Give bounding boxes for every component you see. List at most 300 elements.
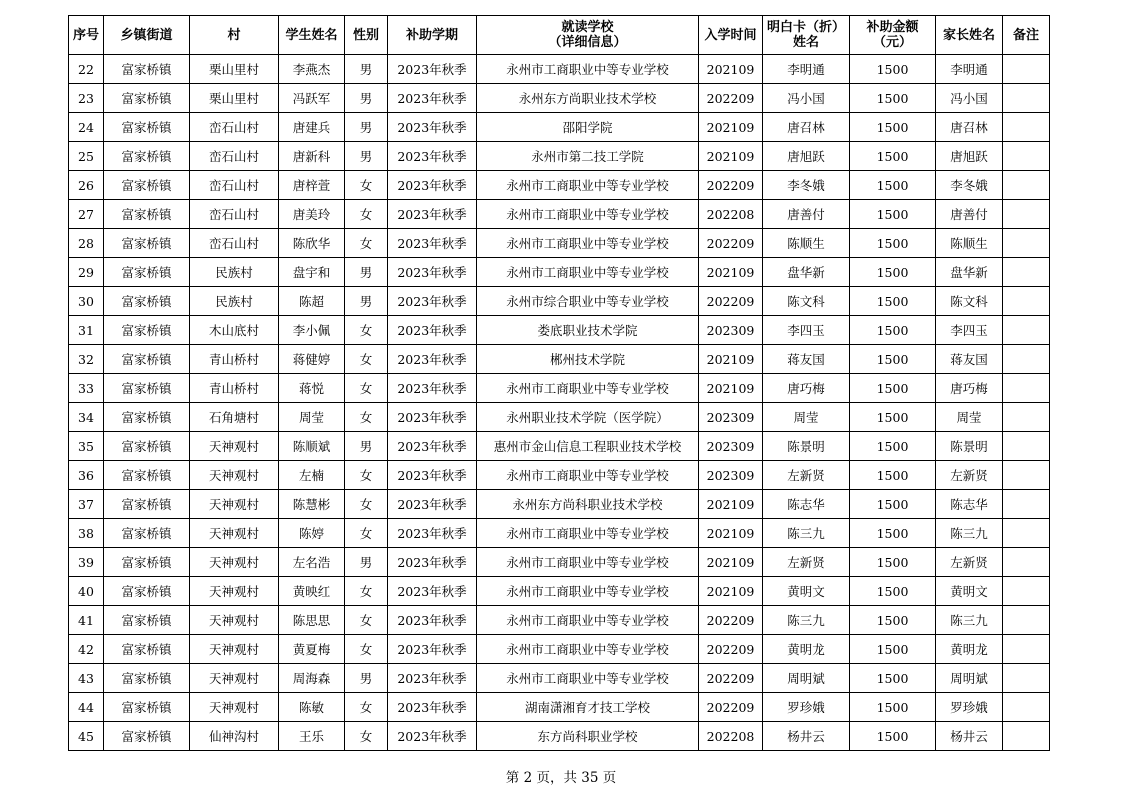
- cell-village: 天神观村: [190, 577, 279, 606]
- cell-amount: 1500: [850, 606, 936, 635]
- column-header-line: 备注: [1012, 27, 1039, 43]
- cell-student-name: 陈思思: [279, 606, 345, 635]
- cell-student-name: 冯跃军: [279, 84, 345, 113]
- cell-gender: 女: [345, 722, 388, 751]
- header-row: [69, 16, 1050, 55]
- cell-term: 2023年秋季: [388, 345, 477, 374]
- cell-card-name: 黄明文: [763, 577, 850, 606]
- cell-amount: 1500: [850, 229, 936, 258]
- cell-village: 天神观村: [190, 519, 279, 548]
- cell-remark: [1003, 374, 1050, 403]
- cell-index: 36: [69, 461, 104, 490]
- cell-town: 富家桥镇: [104, 722, 190, 751]
- table-row: [69, 345, 1050, 374]
- cell-parent-name: 左新贤: [936, 461, 1003, 490]
- cell-student-name: 陈慧彬: [279, 490, 345, 519]
- cell-index: 22: [69, 55, 104, 84]
- cell-school: 永州市工商职业中等专业学校: [477, 606, 699, 635]
- cell-student-name: 唐建兵: [279, 113, 345, 142]
- cell-term: 2023年秋季: [388, 722, 477, 751]
- cell-gender: 女: [345, 577, 388, 606]
- cell-term: 2023年秋季: [388, 287, 477, 316]
- cell-parent-name: 陈景明: [936, 432, 1003, 461]
- table-row: [69, 258, 1050, 287]
- column-header-amount: [850, 16, 936, 55]
- table-row: [69, 490, 1050, 519]
- cell-student-name: 黄映红: [279, 577, 345, 606]
- cell-village: 仙神沟村: [190, 722, 279, 751]
- cell-gender: 女: [345, 345, 388, 374]
- table-row: [69, 287, 1050, 316]
- cell-remark: [1003, 490, 1050, 519]
- cell-card-name: 李四玉: [763, 316, 850, 345]
- cell-village: 峦石山村: [190, 200, 279, 229]
- cell-enroll-date: 202309: [699, 461, 763, 490]
- table-row: [69, 635, 1050, 664]
- cell-remark: [1003, 113, 1050, 142]
- column-header-village: [190, 16, 279, 55]
- cell-parent-name: 周莹: [936, 403, 1003, 432]
- cell-student-name: 唐梓萱: [279, 171, 345, 200]
- column-header-line: 性别: [352, 27, 379, 43]
- cell-card-name: 陈文科: [763, 287, 850, 316]
- cell-term: 2023年秋季: [388, 635, 477, 664]
- cell-school: 邵阳学院: [477, 113, 699, 142]
- cell-term: 2023年秋季: [388, 461, 477, 490]
- cell-enroll-date: 202109: [699, 55, 763, 84]
- cell-term: 2023年秋季: [388, 84, 477, 113]
- cell-town: 富家桥镇: [104, 577, 190, 606]
- cell-village: 峦石山村: [190, 229, 279, 258]
- column-header-school: [477, 16, 699, 55]
- cell-remark: [1003, 55, 1050, 84]
- cell-village: 天神观村: [190, 664, 279, 693]
- cell-school: 永州市综合职业中等专业学校: [477, 287, 699, 316]
- cell-amount: 1500: [850, 374, 936, 403]
- cell-student-name: 左楠: [279, 461, 345, 490]
- cell-amount: 1500: [850, 664, 936, 693]
- cell-student-name: 蒋悦: [279, 374, 345, 403]
- cell-remark: [1003, 664, 1050, 693]
- cell-school: 永州职业技术学院（医学院）: [477, 403, 699, 432]
- cell-card-name: 陈三九: [763, 519, 850, 548]
- cell-gender: 男: [345, 664, 388, 693]
- cell-amount: 1500: [850, 403, 936, 432]
- cell-parent-name: 唐善付: [936, 200, 1003, 229]
- cell-village: 天神观村: [190, 548, 279, 577]
- cell-card-name: 陈顺生: [763, 229, 850, 258]
- cell-amount: 1500: [850, 635, 936, 664]
- cell-index: 35: [69, 432, 104, 461]
- cell-village: 峦石山村: [190, 142, 279, 171]
- cell-remark: [1003, 345, 1050, 374]
- cell-card-name: 唐善付: [763, 200, 850, 229]
- cell-student-name: 陈敏: [279, 693, 345, 722]
- cell-index: 24: [69, 113, 104, 142]
- cell-town: 富家桥镇: [104, 287, 190, 316]
- cell-town: 富家桥镇: [104, 345, 190, 374]
- page-number: 第 2 页，共 35 页: [505, 770, 617, 786]
- cell-card-name: 左新贤: [763, 461, 850, 490]
- cell-remark: [1003, 403, 1050, 432]
- cell-village: 峦石山村: [190, 171, 279, 200]
- cell-gender: 女: [345, 461, 388, 490]
- cell-remark: [1003, 432, 1050, 461]
- column-header-student-name: [279, 16, 345, 55]
- cell-town: 富家桥镇: [104, 84, 190, 113]
- table-row: [69, 200, 1050, 229]
- cell-card-name: 陈三九: [763, 606, 850, 635]
- cell-index: 38: [69, 519, 104, 548]
- cell-school: 永州东方尚科职业技术学校: [477, 490, 699, 519]
- cell-school: 永州市工商职业中等专业学校: [477, 577, 699, 606]
- cell-school: 永州市工商职业中等专业学校: [477, 229, 699, 258]
- cell-index: 28: [69, 229, 104, 258]
- cell-term: 2023年秋季: [388, 577, 477, 606]
- cell-gender: 男: [345, 142, 388, 171]
- cell-remark: [1003, 258, 1050, 287]
- cell-card-name: 唐巧梅: [763, 374, 850, 403]
- cell-term: 2023年秋季: [388, 113, 477, 142]
- cell-enroll-date: 202209: [699, 229, 763, 258]
- cell-amount: 1500: [850, 577, 936, 606]
- cell-student-name: 左名浩: [279, 548, 345, 577]
- cell-term: 2023年秋季: [388, 693, 477, 722]
- cell-enroll-date: 202208: [699, 722, 763, 751]
- cell-town: 富家桥镇: [104, 113, 190, 142]
- cell-index: 33: [69, 374, 104, 403]
- cell-town: 富家桥镇: [104, 461, 190, 490]
- cell-remark: [1003, 461, 1050, 490]
- cell-enroll-date: 202209: [699, 635, 763, 664]
- cell-amount: 1500: [850, 693, 936, 722]
- cell-village: 栗山里村: [190, 55, 279, 84]
- column-header-gender: [345, 16, 388, 55]
- cell-amount: 1500: [850, 519, 936, 548]
- subsidy-table: [68, 15, 1050, 751]
- cell-gender: 女: [345, 635, 388, 664]
- cell-amount: 1500: [850, 171, 936, 200]
- cell-enroll-date: 202209: [699, 287, 763, 316]
- cell-term: 2023年秋季: [388, 229, 477, 258]
- column-header-line: （元）: [872, 35, 912, 50]
- table-row: [69, 84, 1050, 113]
- cell-student-name: 陈婷: [279, 519, 345, 548]
- cell-gender: 男: [345, 287, 388, 316]
- table-row: [69, 577, 1050, 606]
- cell-parent-name: 唐巧梅: [936, 374, 1003, 403]
- cell-index: 26: [69, 171, 104, 200]
- cell-parent-name: 罗珍娥: [936, 693, 1003, 722]
- cell-enroll-date: 202209: [699, 84, 763, 113]
- cell-parent-name: 蒋友国: [936, 345, 1003, 374]
- cell-school: 永州市工商职业中等专业学校: [477, 374, 699, 403]
- cell-index: 39: [69, 548, 104, 577]
- cell-student-name: 周海森: [279, 664, 345, 693]
- cell-village: 民族村: [190, 287, 279, 316]
- cell-card-name: 蒋友国: [763, 345, 850, 374]
- table-row: [69, 548, 1050, 577]
- cell-school: 永州东方尚职业技术学校: [477, 84, 699, 113]
- cell-amount: 1500: [850, 84, 936, 113]
- cell-town: 富家桥镇: [104, 142, 190, 171]
- cell-student-name: 黄夏梅: [279, 635, 345, 664]
- cell-village: 天神观村: [190, 490, 279, 519]
- column-header-line: 明白卡（折）: [766, 20, 845, 35]
- cell-amount: 1500: [850, 490, 936, 519]
- cell-parent-name: 李冬娥: [936, 171, 1003, 200]
- cell-gender: 男: [345, 84, 388, 113]
- cell-amount: 1500: [850, 722, 936, 751]
- cell-term: 2023年秋季: [388, 403, 477, 432]
- cell-parent-name: 李四玉: [936, 316, 1003, 345]
- cell-gender: 男: [345, 432, 388, 461]
- cell-village: 天神观村: [190, 693, 279, 722]
- cell-index: 34: [69, 403, 104, 432]
- cell-remark: [1003, 519, 1050, 548]
- cell-village: 天神观村: [190, 635, 279, 664]
- cell-term: 2023年秋季: [388, 664, 477, 693]
- cell-gender: 女: [345, 519, 388, 548]
- cell-index: 44: [69, 693, 104, 722]
- cell-enroll-date: 202109: [699, 113, 763, 142]
- cell-student-name: 陈顺斌: [279, 432, 345, 461]
- column-header-term: [388, 16, 477, 55]
- cell-town: 富家桥镇: [104, 664, 190, 693]
- cell-remark: [1003, 577, 1050, 606]
- table-body: [69, 55, 1050, 751]
- cell-student-name: 唐美玲: [279, 200, 345, 229]
- cell-gender: 女: [345, 200, 388, 229]
- cell-gender: 女: [345, 316, 388, 345]
- cell-remark: [1003, 171, 1050, 200]
- cell-enroll-date: 202309: [699, 316, 763, 345]
- column-header-line: 补助学期: [405, 27, 458, 43]
- cell-gender: 女: [345, 403, 388, 432]
- cell-amount: 1500: [850, 461, 936, 490]
- cell-town: 富家桥镇: [104, 55, 190, 84]
- cell-parent-name: 李明通: [936, 55, 1003, 84]
- table-row: [69, 374, 1050, 403]
- cell-town: 富家桥镇: [104, 403, 190, 432]
- cell-gender: 女: [345, 606, 388, 635]
- cell-village: 天神观村: [190, 461, 279, 490]
- cell-term: 2023年秋季: [388, 200, 477, 229]
- cell-student-name: 王乐: [279, 722, 345, 751]
- cell-village: 栗山里村: [190, 84, 279, 113]
- cell-index: 37: [69, 490, 104, 519]
- column-header-card-name: [763, 16, 850, 55]
- cell-gender: 男: [345, 113, 388, 142]
- table-row: [69, 461, 1050, 490]
- cell-amount: 1500: [850, 200, 936, 229]
- cell-index: 27: [69, 200, 104, 229]
- cell-gender: 女: [345, 171, 388, 200]
- cell-enroll-date: 202109: [699, 142, 763, 171]
- column-header-remark: [1003, 16, 1050, 55]
- cell-student-name: 李燕杰: [279, 55, 345, 84]
- cell-enroll-date: 202109: [699, 577, 763, 606]
- cell-school: 永州市工商职业中等专业学校: [477, 258, 699, 287]
- cell-parent-name: 陈三九: [936, 519, 1003, 548]
- table-row: [69, 403, 1050, 432]
- table-row: [69, 113, 1050, 142]
- cell-town: 富家桥镇: [104, 548, 190, 577]
- cell-parent-name: 陈文科: [936, 287, 1003, 316]
- cell-gender: 女: [345, 490, 388, 519]
- table-row: [69, 432, 1050, 461]
- column-header-line: 补助金额: [866, 20, 919, 35]
- cell-term: 2023年秋季: [388, 374, 477, 403]
- cell-index: 43: [69, 664, 104, 693]
- cell-enroll-date: 202109: [699, 258, 763, 287]
- cell-village: 天神观村: [190, 606, 279, 635]
- cell-parent-name: 陈志华: [936, 490, 1003, 519]
- cell-student-name: 陈超: [279, 287, 345, 316]
- cell-amount: 1500: [850, 548, 936, 577]
- column-header-line: 乡镇街道: [120, 27, 173, 43]
- cell-gender: 女: [345, 229, 388, 258]
- table-row: [69, 519, 1050, 548]
- cell-amount: 1500: [850, 345, 936, 374]
- cell-card-name: 唐旭跃: [763, 142, 850, 171]
- cell-card-name: 李冬娥: [763, 171, 850, 200]
- cell-index: 30: [69, 287, 104, 316]
- table-row: [69, 722, 1050, 751]
- cell-index: 29: [69, 258, 104, 287]
- cell-amount: 1500: [850, 432, 936, 461]
- cell-town: 富家桥镇: [104, 374, 190, 403]
- cell-amount: 1500: [850, 287, 936, 316]
- cell-enroll-date: 202309: [699, 432, 763, 461]
- cell-school: 永州市工商职业中等专业学校: [477, 635, 699, 664]
- cell-gender: 女: [345, 693, 388, 722]
- column-header-line: 姓名: [792, 35, 819, 50]
- cell-parent-name: 杨井云: [936, 722, 1003, 751]
- cell-term: 2023年秋季: [388, 258, 477, 287]
- cell-enroll-date: 202109: [699, 374, 763, 403]
- cell-parent-name: 黄明文: [936, 577, 1003, 606]
- cell-parent-name: 冯小国: [936, 84, 1003, 113]
- cell-town: 富家桥镇: [104, 490, 190, 519]
- cell-student-name: 蒋健婷: [279, 345, 345, 374]
- cell-index: 25: [69, 142, 104, 171]
- cell-enroll-date: 202209: [699, 171, 763, 200]
- cell-student-name: 唐新科: [279, 142, 345, 171]
- cell-student-name: 盘宇和: [279, 258, 345, 287]
- cell-village: 石角塘村: [190, 403, 279, 432]
- cell-school: 永州市第二技工学院: [477, 142, 699, 171]
- cell-card-name: 左新贤: [763, 548, 850, 577]
- cell-village: 木山底村: [190, 316, 279, 345]
- column-header-parent-name: [936, 16, 1003, 55]
- column-header-line: 家长姓名: [942, 27, 995, 43]
- cell-amount: 1500: [850, 258, 936, 287]
- table-row: [69, 316, 1050, 345]
- table-row: [69, 664, 1050, 693]
- cell-term: 2023年秋季: [388, 55, 477, 84]
- cell-term: 2023年秋季: [388, 490, 477, 519]
- cell-card-name: 李明通: [763, 55, 850, 84]
- cell-gender: 女: [345, 374, 388, 403]
- cell-school: 惠州市金山信息工程职业技术学校: [477, 432, 699, 461]
- cell-card-name: 杨井云: [763, 722, 850, 751]
- cell-student-name: 陈欣华: [279, 229, 345, 258]
- cell-school: 永州市工商职业中等专业学校: [477, 519, 699, 548]
- column-header-line: 入学时间: [704, 27, 757, 43]
- cell-enroll-date: 202209: [699, 664, 763, 693]
- cell-town: 富家桥镇: [104, 635, 190, 664]
- table-row: [69, 171, 1050, 200]
- cell-school: 娄底职业技术学院: [477, 316, 699, 345]
- cell-index: 31: [69, 316, 104, 345]
- cell-parent-name: 陈顺生: [936, 229, 1003, 258]
- cell-remark: [1003, 548, 1050, 577]
- cell-town: 富家桥镇: [104, 606, 190, 635]
- table-row: [69, 142, 1050, 171]
- cell-card-name: 周明斌: [763, 664, 850, 693]
- cell-enroll-date: 202209: [699, 693, 763, 722]
- cell-enroll-date: 202109: [699, 548, 763, 577]
- cell-town: 富家桥镇: [104, 432, 190, 461]
- cell-school: 湖南潇湘育才技工学校: [477, 693, 699, 722]
- cell-index: 45: [69, 722, 104, 751]
- cell-enroll-date: 202109: [699, 519, 763, 548]
- cell-remark: [1003, 287, 1050, 316]
- cell-term: 2023年秋季: [388, 142, 477, 171]
- cell-gender: 男: [345, 548, 388, 577]
- cell-enroll-date: 202209: [699, 606, 763, 635]
- cell-card-name: 黄明龙: [763, 635, 850, 664]
- table-row: [69, 606, 1050, 635]
- cell-school: 永州市工商职业中等专业学校: [477, 55, 699, 84]
- column-header-line: 就读学校: [561, 20, 614, 35]
- cell-remark: [1003, 635, 1050, 664]
- cell-card-name: 罗珍娥: [763, 693, 850, 722]
- cell-remark: [1003, 200, 1050, 229]
- cell-amount: 1500: [850, 142, 936, 171]
- column-header-line: （详细信息）: [548, 35, 627, 50]
- cell-village: 民族村: [190, 258, 279, 287]
- cell-parent-name: 盘华新: [936, 258, 1003, 287]
- cell-school: 东方尚科职业学校: [477, 722, 699, 751]
- cell-amount: 1500: [850, 113, 936, 142]
- cell-village: 青山桥村: [190, 374, 279, 403]
- cell-remark: [1003, 229, 1050, 258]
- column-header-index: [69, 16, 104, 55]
- cell-enroll-date: 202109: [699, 345, 763, 374]
- cell-gender: 男: [345, 55, 388, 84]
- cell-parent-name: 左新贤: [936, 548, 1003, 577]
- cell-student-name: 周莹: [279, 403, 345, 432]
- cell-school: 郴州技术学院: [477, 345, 699, 374]
- cell-index: 40: [69, 577, 104, 606]
- cell-card-name: 周莹: [763, 403, 850, 432]
- cell-enroll-date: 202309: [699, 403, 763, 432]
- column-header-town: [104, 16, 190, 55]
- cell-school: 永州市工商职业中等专业学校: [477, 461, 699, 490]
- cell-enroll-date: 202208: [699, 200, 763, 229]
- cell-index: 42: [69, 635, 104, 664]
- cell-card-name: 陈景明: [763, 432, 850, 461]
- cell-card-name: 冯小国: [763, 84, 850, 113]
- cell-town: 富家桥镇: [104, 171, 190, 200]
- cell-remark: [1003, 84, 1050, 113]
- cell-gender: 男: [345, 258, 388, 287]
- cell-remark: [1003, 142, 1050, 171]
- cell-index: 32: [69, 345, 104, 374]
- column-header-line: 学生姓名: [285, 27, 338, 43]
